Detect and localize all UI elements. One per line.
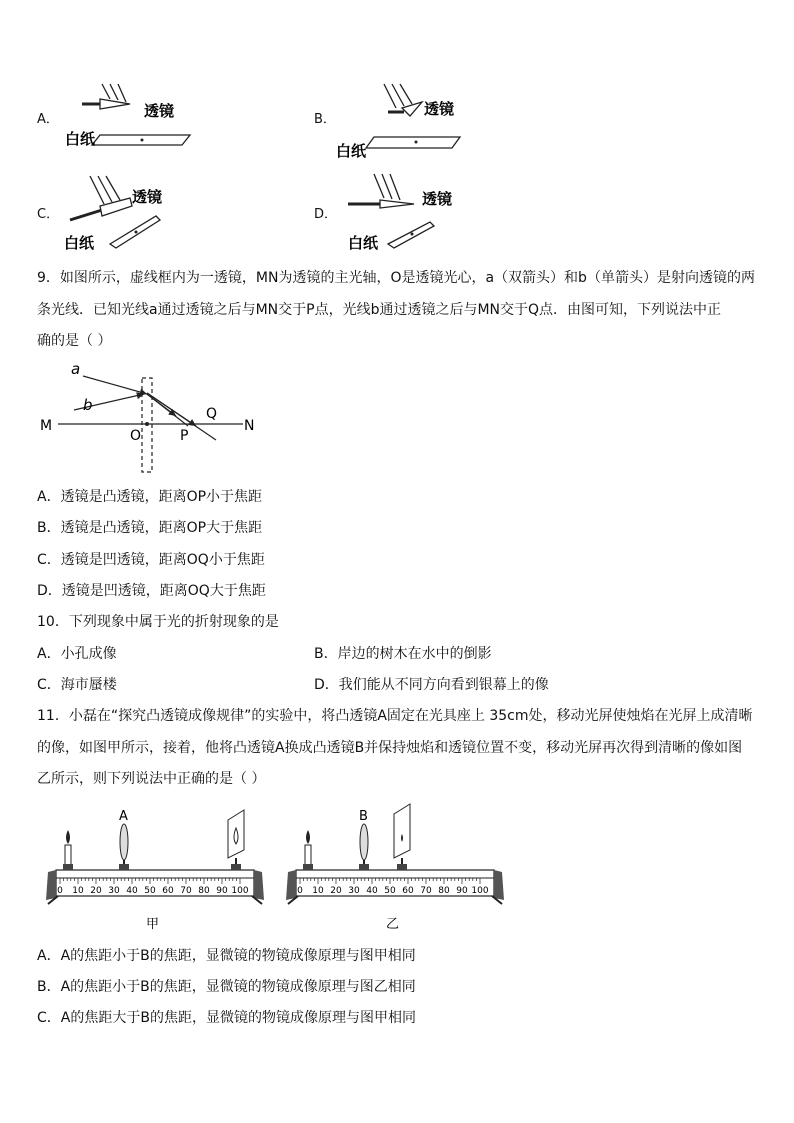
ruler-tick-label: 50 bbox=[384, 886, 396, 896]
q8-a-lens-label: 透镜 bbox=[144, 102, 175, 120]
q9-lens-diagram bbox=[38, 360, 268, 475]
q8-b-lens-label: 透镜 bbox=[424, 100, 455, 118]
q8-c-lens-label: 透镜 bbox=[132, 188, 163, 206]
ruler-tick-label: 80 bbox=[438, 886, 450, 896]
q10-option-c[interactable]: C．海市蜃楼 bbox=[37, 677, 117, 693]
q10-option-d[interactable]: D．我们能从不同方向看到银幕上的像 bbox=[314, 677, 549, 693]
ruler-tick-label: 0 bbox=[297, 886, 303, 896]
q11-yi-caption: 乙 bbox=[386, 917, 400, 932]
q10-option-a[interactable]: A．小孔成像 bbox=[37, 646, 117, 662]
ruler-tick-label: 20 bbox=[330, 886, 342, 896]
ruler-tick-label: 10 bbox=[72, 886, 84, 896]
q9-option-c[interactable]: C．透镜是凹透镜，距离OQ小于焦距 bbox=[37, 552, 265, 568]
q11-option-b[interactable]: B．A的焦距小于B的焦距，显微镜的物镜成像原理与图乙相同 bbox=[37, 979, 416, 995]
q9-label-o: O bbox=[130, 428, 142, 444]
q10-option-b[interactable]: B．岸边的树木在水中的倒影 bbox=[314, 646, 492, 662]
q8-option-b-figure bbox=[334, 82, 474, 162]
q9-stem-line3: 确的是（ ） bbox=[37, 333, 112, 349]
q8-option-c-letter[interactable]: C． bbox=[37, 207, 60, 222]
ruler-tick-label: 30 bbox=[348, 886, 360, 896]
q9-option-d[interactable]: D．透镜是凹透镜，距离OQ大于焦距 bbox=[37, 583, 266, 599]
q11-stem-line2: 的像，如图甲所示，接着，他将凸透镜A换成凸透镜B并保持烛焰和透镜位置不变，移动光屏再次得到清晰的像如图 bbox=[37, 740, 743, 756]
q9-stem-line2: 条光线．已知光线a通过透镜之后与MN交于P点，光线b通过透镜之后与MN交于Q点．由图可知，下列说法中正 bbox=[37, 302, 722, 318]
ruler-tick-label: 60 bbox=[402, 886, 414, 896]
q9-label-a: a bbox=[71, 360, 81, 378]
q11-stem-line1: 11．小磊在“探究凸透镜成像规律”的实验中，将凸透镜A固定在光具座上 35cm处，移动光屏使烛焰在光屏上成清晰 bbox=[37, 708, 753, 724]
q8-c-paper-label: 白纸 bbox=[64, 234, 95, 252]
ruler-tick-label: 10 bbox=[312, 886, 324, 896]
q8-option-b-letter[interactable]: B． bbox=[314, 112, 336, 127]
q11-jia-caption: 甲 bbox=[146, 917, 160, 932]
ruler-tick-label: 90 bbox=[216, 886, 228, 896]
q8-option-a-figure bbox=[60, 82, 200, 152]
q9-label-m: M bbox=[40, 418, 53, 434]
q11-stem-line3: 乙所示，则下列说法中正确的是（ ） bbox=[37, 771, 266, 787]
q9-label-b: b bbox=[83, 396, 93, 414]
ruler-tick-label: 40 bbox=[126, 886, 138, 896]
q11-jia-lens-label: A bbox=[119, 809, 128, 824]
ruler-tick-label: 20 bbox=[90, 886, 102, 896]
q9-label-p: P bbox=[180, 428, 189, 444]
q10-stem: 10．下列现象中属于光的折射现象的是 bbox=[37, 614, 279, 630]
ruler-tick-label: 50 bbox=[144, 886, 156, 896]
ruler-tick-label: 100 bbox=[231, 886, 249, 896]
q8-a-paper-label: 白纸 bbox=[65, 130, 96, 148]
q9-option-a[interactable]: A．透镜是凸透镜，距离OP小于焦距 bbox=[37, 489, 263, 505]
q8-d-paper-label: 白纸 bbox=[348, 234, 379, 252]
q8-option-d-letter[interactable]: D． bbox=[314, 207, 338, 222]
ruler-tick-label: 0 bbox=[57, 886, 63, 896]
q8-option-a-letter[interactable]: A． bbox=[37, 112, 59, 127]
q9-label-n: N bbox=[244, 418, 255, 434]
q8-option-c-figure bbox=[60, 172, 200, 254]
q11-figure-jia bbox=[38, 800, 273, 935]
ruler-tick-label: 90 bbox=[456, 886, 468, 896]
q8-d-lens-label: 透镜 bbox=[422, 190, 453, 208]
q11-option-c[interactable]: C．A的焦距大于B的焦距，显微镜的物镜成像原理与图甲相同 bbox=[37, 1010, 416, 1026]
ruler-tick-label: 40 bbox=[366, 886, 378, 896]
ruler-tick-label: 70 bbox=[180, 886, 192, 896]
ruler-tick-label: 80 bbox=[198, 886, 210, 896]
q8-option-d-figure bbox=[334, 172, 474, 254]
q8-b-paper-label: 白纸 bbox=[336, 142, 367, 160]
q11-yi-lens-label: B bbox=[359, 809, 368, 824]
ruler-tick-label: 70 bbox=[420, 886, 432, 896]
q11-figure-yi bbox=[278, 800, 513, 935]
ruler-tick-label: 100 bbox=[471, 886, 489, 896]
q11-option-a[interactable]: A．A的焦距小于B的焦距，显微镜的物镜成像原理与图甲相同 bbox=[37, 948, 416, 964]
ruler-tick-label: 30 bbox=[108, 886, 120, 896]
ruler-tick-label: 60 bbox=[162, 886, 174, 896]
q9-stem-line1: 9．如图所示，虚线框内为一透镜，MN为透镜的主光轴，O是透镜光心，a（双箭头）和b（单箭头）是射向透镜的两 bbox=[37, 270, 755, 286]
q9-label-q: Q bbox=[206, 406, 218, 422]
q9-option-b[interactable]: B．透镜是凸透镜，距离OP大于焦距 bbox=[37, 520, 263, 536]
